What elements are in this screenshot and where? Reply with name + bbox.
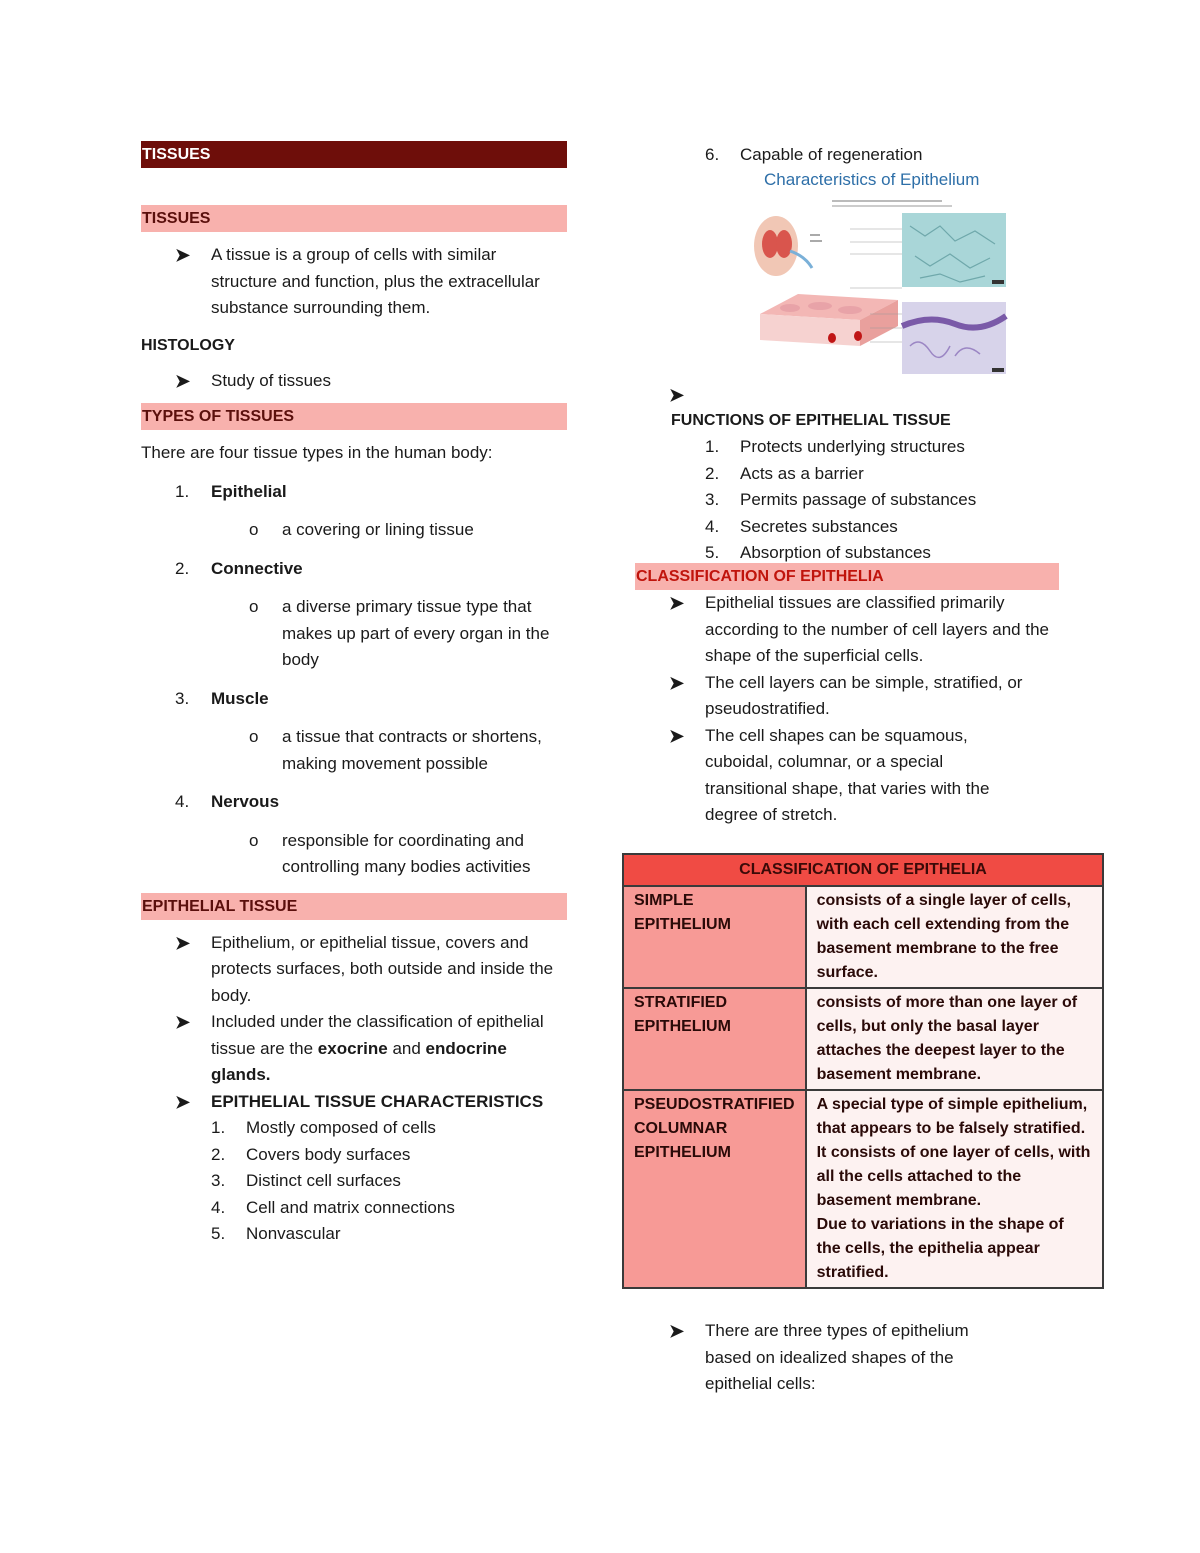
- histology-definition: ➤ Study of tissues: [141, 368, 567, 395]
- function-item: 3. Permits passage of substances: [705, 490, 977, 509]
- function-item: 1. Protects underlying structures: [705, 437, 965, 456]
- arrowhead-bullet-icon: ➤: [669, 385, 685, 405]
- type-item: 2. Connective: [175, 558, 303, 578]
- function-item: 2. Acts as a barrier: [705, 463, 864, 483]
- epithelial-bullet-2: ➤ Included under the classification of epithelial tissue are the exocrine and endocrine glands.: [141, 1009, 567, 1089]
- characteristic-item: 5. Nonvascular: [211, 1224, 341, 1243]
- arrowhead-bullet-icon: ➤: [175, 370, 191, 391]
- characteristics-heading: ➤ EPITHELIAL TISSUE CHARACTERISTICS: [141, 1089, 567, 1116]
- characteristic-item: 1. Mostly composed of cells: [211, 1118, 436, 1137]
- arrowhead-bullet-icon: ➤: [669, 672, 685, 693]
- type-desc: o a diverse primary tissue type that makes up part of every organ in the body: [141, 594, 572, 674]
- hollow-circle-bullet-icon: o: [249, 520, 259, 539]
- characteristic-item-6: 6. Capable of regeneration: [705, 145, 923, 164]
- table-cell-type: SIMPLE EPITHELIUM: [623, 886, 806, 988]
- final-section: [635, 1318, 1035, 1398]
- classification-bullet: ➤ The cell shapes can be squamous, cuboidal, columnar, or a special transitional shape, that varies with the degree of stretch.: [635, 723, 1005, 829]
- histology-heading: HISTOLOGY: [141, 336, 235, 354]
- arrowhead-bullet-icon: ➤: [175, 1012, 191, 1032]
- classification-bullet: ➤ Epithelial tissues are classified primarily according to the number of cell layers and the shape of the superficial cells.: [635, 590, 1059, 670]
- type-item: 4. Nervous: [175, 792, 280, 811]
- table-cell-type: PSEUDOSTRATIFIED COLUMNAR EPITHELIUM: [623, 1090, 806, 1288]
- functions-heading: FUNCTIONS OF EPITHELIAL TISSUE: [671, 412, 951, 429]
- type-desc: o a tissue that contracts or shortens, making movement possible: [141, 724, 552, 777]
- characteristic-item: 4. Cell and matrix connections: [211, 1197, 455, 1217]
- epithelium-figure: [750, 196, 1008, 382]
- classification-bullet: ➤ The cell layers can be simple, stratified, or pseudostratified.: [635, 670, 1059, 723]
- type-desc: o a covering or lining tissue: [141, 517, 567, 544]
- table-cell-desc: consists of a single layer of cells, with each cell extending from the basement membrane to the free surface.: [806, 886, 1103, 988]
- classification-heading: CLASSIFICATION OF EPITHELIA: [635, 563, 1059, 590]
- table-row: [623, 1090, 1103, 1288]
- right-column: [635, 141, 1105, 169]
- table-cell-desc: A special type of simple epithelium, that appears to be falsely stratified. It consists of one layer of cells, with all the cells attached to the basement membrane. Due to variations in the shape of the cells, the epithelia appear stratified.: [806, 1090, 1103, 1288]
- final-bullet: ➤ There are three types of epithelium based on idealized shapes of the epithelial cells:: [635, 1318, 995, 1398]
- type-item: 3. Muscle: [175, 688, 269, 708]
- tissue-definition: ➤ A tissue is a group of cells with similar structure and function, plus the extracellular substance surrounding them.: [141, 242, 567, 322]
- right-lower: [635, 382, 1105, 567]
- types-heading: TYPES OF TISSUES: [141, 403, 567, 430]
- hollow-circle-bullet-icon: o: [249, 597, 259, 616]
- table-cell-desc: consists of more than one layer of cells, but only the basal layer attaches the deepest layer to the basement membrane.: [806, 988, 1103, 1090]
- types-intro: There are four tissue types in the human body:: [141, 443, 493, 462]
- table-row: [623, 886, 1103, 988]
- arrowhead-bullet-icon: ➤: [175, 1091, 191, 1112]
- epithelial-heading: EPITHELIAL TISSUE: [141, 893, 567, 920]
- table-header: CLASSIFICATION OF EPITHELIA: [623, 854, 1103, 886]
- empty-bullet: [635, 382, 1105, 408]
- epithelial-bullet-1: ➤ Epithelium, or epithelial tissue, covers and protects surfaces, both outside and inside the body.: [141, 930, 567, 1010]
- characteristic-item: 2. Covers body surfaces: [211, 1144, 411, 1164]
- type-desc: o responsible for coordinating and controlling many bodies activities: [141, 828, 552, 881]
- type-item: 1. Epithelial: [175, 481, 287, 501]
- left-column: [141, 141, 567, 1248]
- table-row: [623, 988, 1103, 1090]
- classification-section: [635, 563, 1059, 829]
- arrowhead-bullet-icon: ➤: [175, 932, 191, 953]
- arrowhead-bullet-icon: ➤: [669, 725, 685, 746]
- arrowhead-bullet-icon: ➤: [175, 245, 191, 265]
- characteristic-item: 3. Distinct cell surfaces: [211, 1171, 401, 1190]
- title-bar: TISSUES: [141, 141, 567, 168]
- arrowhead-bullet-icon: ➤: [669, 593, 685, 613]
- arrowhead-bullet-icon: ➤: [669, 1321, 685, 1341]
- function-item: 5. Absorption of substances: [705, 543, 931, 562]
- hollow-circle-bullet-icon: o: [249, 727, 259, 746]
- function-item: 4. Secretes substances: [705, 516, 898, 536]
- table-cell-type: STRATIFIED EPITHELIUM: [623, 988, 806, 1090]
- hollow-circle-bullet-icon: o: [249, 830, 259, 850]
- classification-table: [622, 853, 1104, 1289]
- figure-title: Characteristics of Epithelium: [764, 170, 980, 189]
- tissues-heading: TISSUES: [141, 205, 567, 232]
